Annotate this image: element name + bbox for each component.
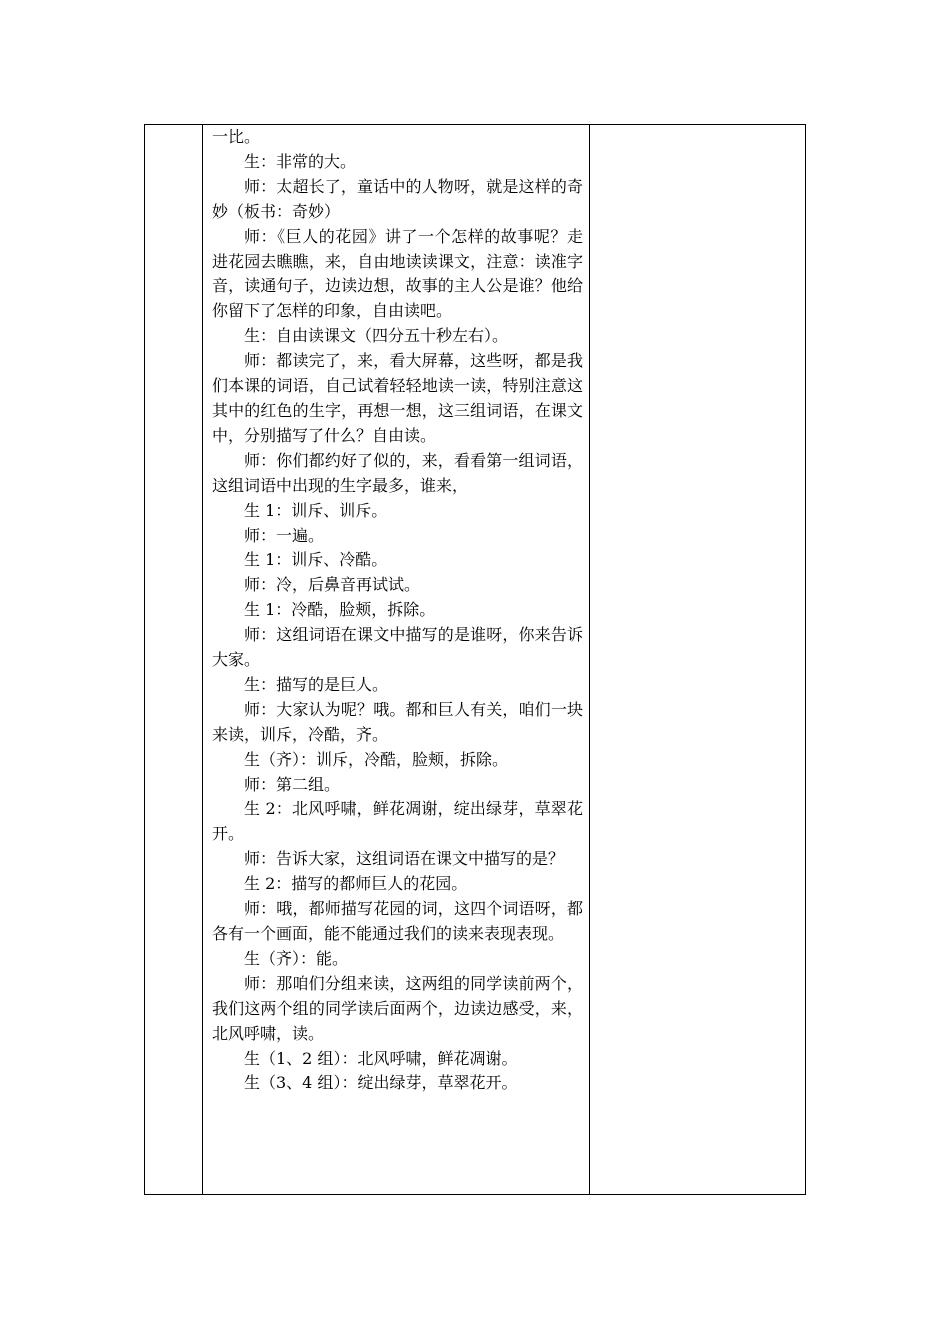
transcript-paragraph: 师：第二组。 xyxy=(244,774,341,794)
transcript-paragraph: 师：这组词语在课文中描写的是谁呀，你来告诉大家。 xyxy=(212,625,583,670)
transcript-paragraph: 生 1：冷酷，脸颊，拆除。 xyxy=(244,600,436,620)
transcript-paragraph: 生 2：北风呼啸，鲜花凋谢，绽出绿芽，草翠花开。 xyxy=(212,799,583,844)
transcript-paragraph: 生（齐）：训斥，冷酷，脸颊，拆除。 xyxy=(244,749,509,769)
transcript-paragraph: 生 2：描写的都师巨人的花园。 xyxy=(244,874,468,894)
transcript-paragraph: 生：非常的大。 xyxy=(244,151,357,171)
table-column-content xyxy=(203,125,590,1194)
lesson-transcript xyxy=(212,125,583,1096)
transcript-paragraph: 师：太超长了，童话中的人物呀，就是这样的奇妙（板书：奇妙） xyxy=(212,176,583,221)
transcript-paragraph: 生：自由读课文（四分五十秒左右）。 xyxy=(244,326,509,346)
transcript-paragraph: 生 1：训斥、冷酷。 xyxy=(244,550,388,570)
table-column-left xyxy=(145,125,203,1194)
transcript-paragraph: 师：那咱们分组来读，这两组的同学读前两个，我们这两个组的同学读后面两个，边读边感受，来，北风呼啸，读。 xyxy=(212,973,583,1043)
transcript-paragraph: 师：《巨人的花园》讲了一个怎样的故事呢？走进花园去瞧瞧，来，自由地读读课文，注意：读准字音，读通句子，边读边想，故事的主人公是谁？他给你留下了怎样的印象，自由读吧。 xyxy=(212,226,583,321)
transcript-paragraph: 生：描写的是巨人。 xyxy=(244,674,389,694)
lesson-table xyxy=(144,124,806,1195)
transcript-paragraph: 生（齐）：能。 xyxy=(244,948,349,968)
table-column-right xyxy=(590,125,805,1194)
transcript-paragraph: 师：大家认为呢？哦。都和巨人有关，咱们一块来读，训斥，冷酷，齐。 xyxy=(212,699,583,744)
transcript-paragraph: 师：你们都约好了似的，来，看看第一组词语，这组词语中出现的生字最多，谁来， xyxy=(212,450,583,495)
transcript-paragraph: 生 1：训斥、训斥。 xyxy=(244,500,388,520)
transcript-paragraph: 师：告诉大家，这组词语在课文中描写的是？ xyxy=(244,849,565,869)
transcript-paragraph: 一比。 xyxy=(212,127,261,146)
transcript-paragraph: 生（1、2 组）：北风呼啸，鲜花凋谢。 xyxy=(244,1048,518,1068)
transcript-paragraph: 师：都读完了，来，看大屏幕，这些呀，都是我们本课的词语，自己试着轻轻地读一读，特别注意这其中的红色的生字，再想一想，这三组词语，在课文中，分别描写了什么？自由读。 xyxy=(212,351,583,445)
transcript-paragraph: 师：冷，后鼻音再试试。 xyxy=(244,575,421,595)
transcript-paragraph: 师：一遍。 xyxy=(244,525,325,545)
transcript-paragraph: 师：哦，都师描写花园的词，这四个词语呀，都各有一个画面，能不能通过我们的读来表现表现。 xyxy=(212,899,583,943)
transcript-paragraph: 生（3、4 组）：绽出绿芽，草翠花开。 xyxy=(244,1073,518,1093)
